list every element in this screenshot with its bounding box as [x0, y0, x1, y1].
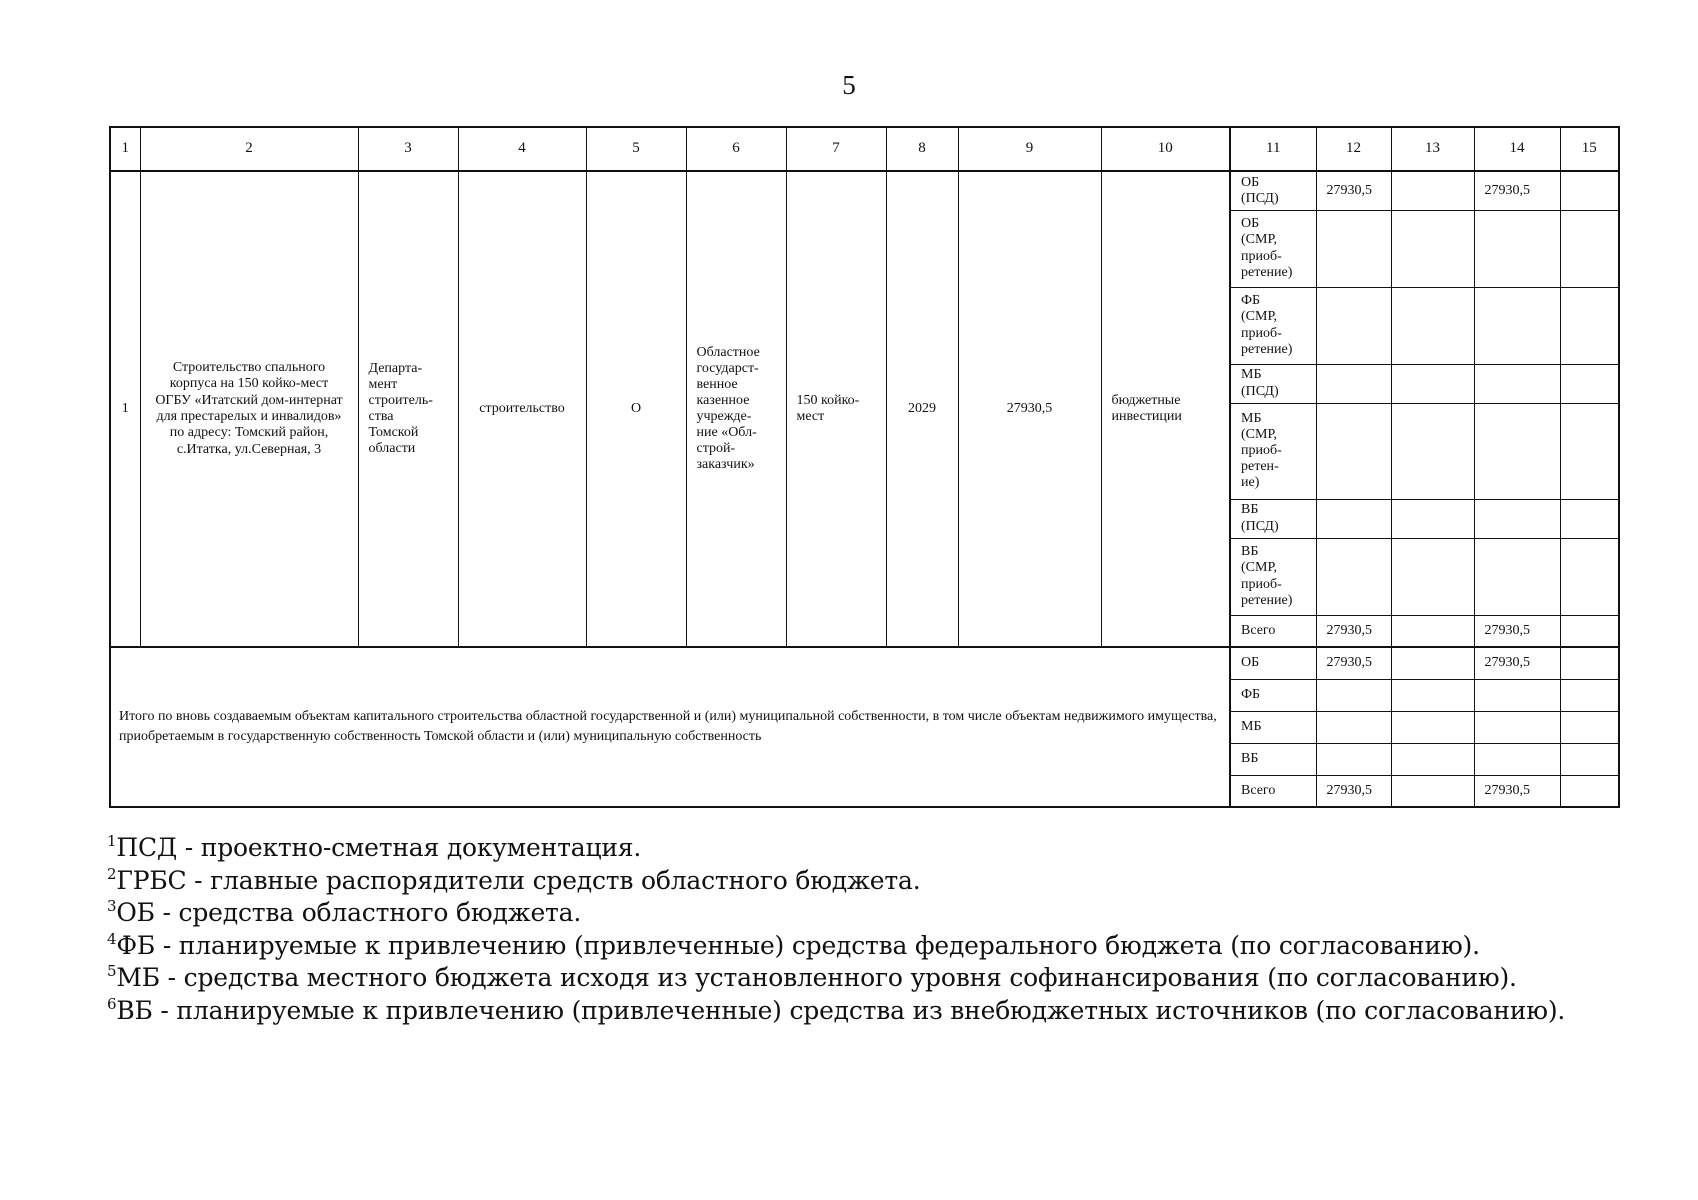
value-cell	[1391, 647, 1474, 679]
value-cell	[1474, 287, 1560, 364]
footnote	[107, 897, 1565, 930]
footnote-text: ФБ - планируемые к привлечению (привлеченные) средства федерального бюджета (по согласованию).	[116, 930, 1480, 960]
value-cell: 27930,5	[1474, 171, 1560, 210]
object-name: Строительство спального корпуса на 150 койко-мест ОГБУ «Итатский дом-интернат для престарелых и инвалидов» по адресу: Томский район, с.Итатка, ул.Северная, 3	[140, 171, 358, 647]
value-cell	[1474, 499, 1560, 538]
value-cell: 27930,5	[1474, 647, 1560, 679]
value-cell	[1560, 711, 1619, 743]
value-cell	[1316, 538, 1391, 615]
value-cell	[1316, 499, 1391, 538]
value-cell	[1391, 403, 1474, 499]
source-name: МБ	[1230, 711, 1316, 743]
value-cell	[1391, 711, 1474, 743]
value-cell: 27930,5	[1316, 171, 1391, 210]
value-cell	[1560, 743, 1619, 775]
value-cell	[1560, 287, 1619, 364]
value-cell	[1560, 679, 1619, 711]
source-name: Всего	[1230, 615, 1316, 647]
value-cell	[1391, 743, 1474, 775]
value-cell	[1560, 171, 1619, 210]
header-cell: 5	[586, 127, 686, 171]
header-cell: 7	[786, 127, 886, 171]
footnote	[107, 832, 1565, 865]
footnote-text: ПСД - проектно-сметная документация.	[116, 833, 642, 862]
customer-cell: Областное государст- венное казенное учрежде- ние «Обл- строй- заказчик»	[686, 171, 786, 647]
header-cell: 9	[958, 127, 1101, 171]
value-cell	[1391, 171, 1474, 210]
header-row	[110, 127, 1619, 171]
footnotes	[107, 832, 1565, 1028]
capacity-cell: 150 койко- мест	[786, 171, 886, 647]
footnote-text: ВБ - планируемые к привлечению (привлеченные) средства из внебюджетных источников (по согласованию).	[116, 995, 1566, 1025]
value-cell	[1474, 364, 1560, 403]
value-cell	[1560, 499, 1619, 538]
source-name: ОБ (ПСД)	[1230, 171, 1316, 210]
value-cell: 27930,5	[1316, 775, 1391, 807]
footnote-text: МБ - средства местного бюджета исходя из установленного уровня софинансирования (по согласованию).	[116, 963, 1517, 993]
value-cell: 27930,5	[1316, 647, 1391, 679]
value-cell	[1474, 538, 1560, 615]
object-row	[110, 171, 1619, 210]
value-cell	[1474, 210, 1560, 287]
value-cell	[1391, 499, 1474, 538]
header-cell: 13	[1391, 127, 1474, 171]
investment-table	[109, 126, 1620, 808]
value-cell	[1316, 743, 1391, 775]
footnote-number: 4	[107, 929, 117, 948]
footnote-number: 5	[107, 962, 117, 981]
work-type-cell: строительство	[458, 171, 586, 647]
value-cell	[1560, 210, 1619, 287]
value-cell	[1474, 403, 1560, 499]
value-cell	[1560, 364, 1619, 403]
value-cell	[1391, 538, 1474, 615]
value-cell	[1391, 775, 1474, 807]
value-cell: 27930,5	[1474, 775, 1560, 807]
header-cell: 15	[1560, 127, 1619, 171]
source-name: ВБ (СМР, приоб- ретение)	[1230, 538, 1316, 615]
value-cell	[1316, 210, 1391, 287]
source-name: ОБ (СМР, приоб- ретение)	[1230, 210, 1316, 287]
value-cell	[1316, 287, 1391, 364]
footnote-number: 1	[107, 832, 117, 850]
grbs-cell: Департа- мент строитель- ства Томской области	[358, 171, 458, 647]
footnote-text: ГРБС - главные распорядители средств областного бюджета.	[116, 865, 921, 895]
totals-label: Итого по вновь создаваемым объектам капитального строительства областной государственной и (или) муниципальной собственности, в том числе объектам недвижимого имущества, приобретаемым в государственную собственность Томской области и (или) муниципальную собственность	[110, 647, 1230, 807]
source-name: ФБ	[1230, 679, 1316, 711]
value-cell	[1391, 615, 1474, 647]
col5-cell: О	[586, 171, 686, 647]
value-cell	[1560, 615, 1619, 647]
footnote-text: ОБ - средства областного бюджета.	[116, 898, 582, 928]
header-cell: 1	[110, 127, 140, 171]
source-name: Всего	[1230, 775, 1316, 807]
header-cell: 8	[886, 127, 958, 171]
year-cell: 2029	[886, 171, 958, 647]
value-cell	[1391, 679, 1474, 711]
header-cell: 2	[140, 127, 358, 171]
totals-row	[110, 647, 1619, 679]
source-name: МБ (СМР, приоб- ретен- ие)	[1230, 403, 1316, 499]
header-cell: 10	[1101, 127, 1230, 171]
value-cell	[1474, 679, 1560, 711]
source-name: ВБ (ПСД)	[1230, 499, 1316, 538]
value-cell	[1391, 287, 1474, 364]
footnote-number: 3	[107, 897, 117, 916]
value-cell	[1316, 403, 1391, 499]
footnote-number: 2	[107, 864, 117, 883]
value-cell	[1560, 647, 1619, 679]
value-cell: 27930,5	[1316, 615, 1391, 647]
header-cell: 4	[458, 127, 586, 171]
value-cell	[1316, 364, 1391, 403]
footnote	[107, 995, 1565, 1028]
financing-form-cell: бюджетные инвестиции	[1101, 171, 1230, 647]
value-cell	[1474, 743, 1560, 775]
value-cell	[1560, 775, 1619, 807]
header-cell: 3	[358, 127, 458, 171]
value-cell	[1316, 711, 1391, 743]
value-cell	[1316, 679, 1391, 711]
footnote-number: 6	[107, 994, 117, 1013]
footnote	[107, 962, 1565, 995]
page-number: 5	[842, 70, 856, 100]
source-name: ВБ	[1230, 743, 1316, 775]
header-cell: 6	[686, 127, 786, 171]
value-cell	[1391, 364, 1474, 403]
cost-cell: 27930,5	[958, 171, 1101, 647]
value-cell	[1560, 403, 1619, 499]
source-name: ФБ (СМР, приоб- ретение)	[1230, 287, 1316, 364]
source-name: МБ (ПСД)	[1230, 364, 1316, 403]
source-name: ОБ	[1230, 647, 1316, 679]
value-cell	[1474, 711, 1560, 743]
row-number: 1	[110, 171, 140, 647]
header-cell: 12	[1316, 127, 1391, 171]
footnote	[107, 930, 1565, 963]
value-cell: 27930,5	[1474, 615, 1560, 647]
footnote	[107, 865, 1565, 898]
header-cell: 11	[1230, 127, 1316, 171]
header-cell: 14	[1474, 127, 1560, 171]
value-cell	[1560, 538, 1619, 615]
value-cell	[1391, 210, 1474, 287]
